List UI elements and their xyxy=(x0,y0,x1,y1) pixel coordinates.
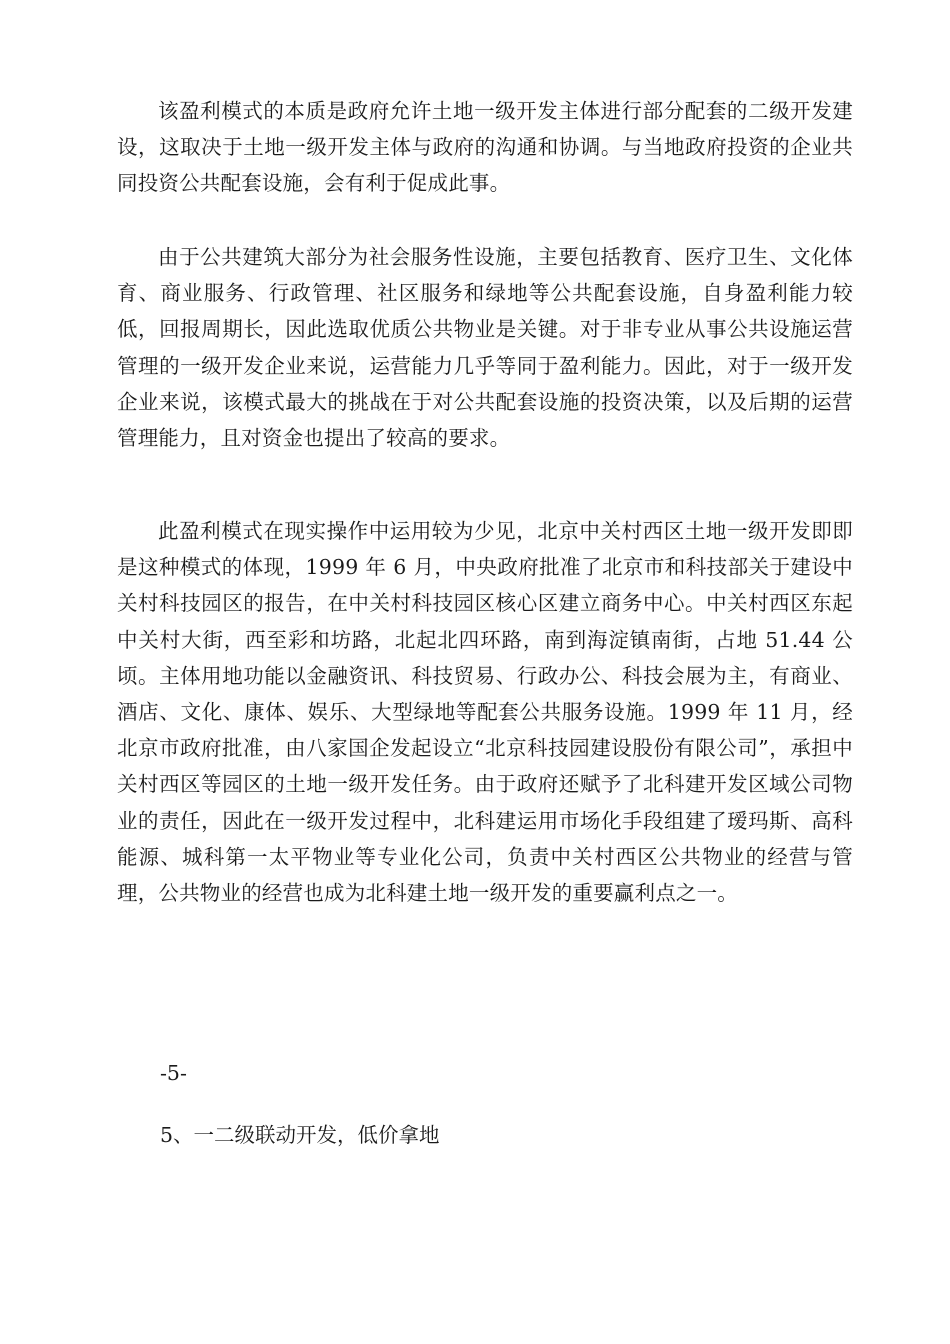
paragraph-profit-model-essence: 该盈利模式的本质是政府允许土地一级开发主体进行部分配套的二级开发建设，这取决于土地一级开发主体与政府的沟通和协调。与当地政府投资的企业共同投资公共配套设施，会有利于促成此事。 xyxy=(117,99,853,196)
paragraph-zhongguancun-case: 此盈利模式在现实操作中运用较为少见，北京中关村西区土地一级开发即即是这种模式的体现，1999 年 6 月，中央政府批准了北京市和科技部关于建设中关村科技园区的报告，在中关村科技园区核心区建立商务中心。中关村西区东起中关村大街，西至彩和坊路，北起北四环路，南到海淀镇南街，占地 51.44 公顷。主体用地功能以金融资讯、科技贸易、行政办公、科技会展为主，有商业、酒店、文化、康体、娱乐、大型绿地等配套公共服务设施。1999 年 11 月，经北京市政府批准，由八家国企发起设立“北京科技园建设股份有限公司”，承担中关村西区等园区的土地一级开发任务。由于政府还赋予了北科建开发区域公司物业的责任，因此在一级开发过程中，北科建运用市场化手段组建了瑷玛斯、高科能源、城科第一太平物业等专业化公司，负责中关村西区公共物业的经营与管理，公共物业的经营也成为北科建土地一级开发的重要赢利点之一。 xyxy=(117,519,853,906)
paragraph-public-facilities: 由于公共建筑大部分为社会服务性设施，主要包括教育、医疗卫生、文化体育、商业服务、行政管理、社区服务和绿地等公共配套设施，自身盈利能力较低，回报周期长，因此选取优质公共物业是关键。对于非专业从事公共设施运营管理的一级开发企业来说，运营能力几乎等同于盈利能力。因此，对于一级开发企业来说，该模式最大的挑战在于对公共配套设施的投资决策，以及后期的运营管理能力，且对资金也提出了较高的要求。 xyxy=(117,245,853,451)
page-number: -5- xyxy=(160,1061,187,1085)
section-heading: 5、一二级联动开发，低价拿地 xyxy=(160,1123,440,1147)
